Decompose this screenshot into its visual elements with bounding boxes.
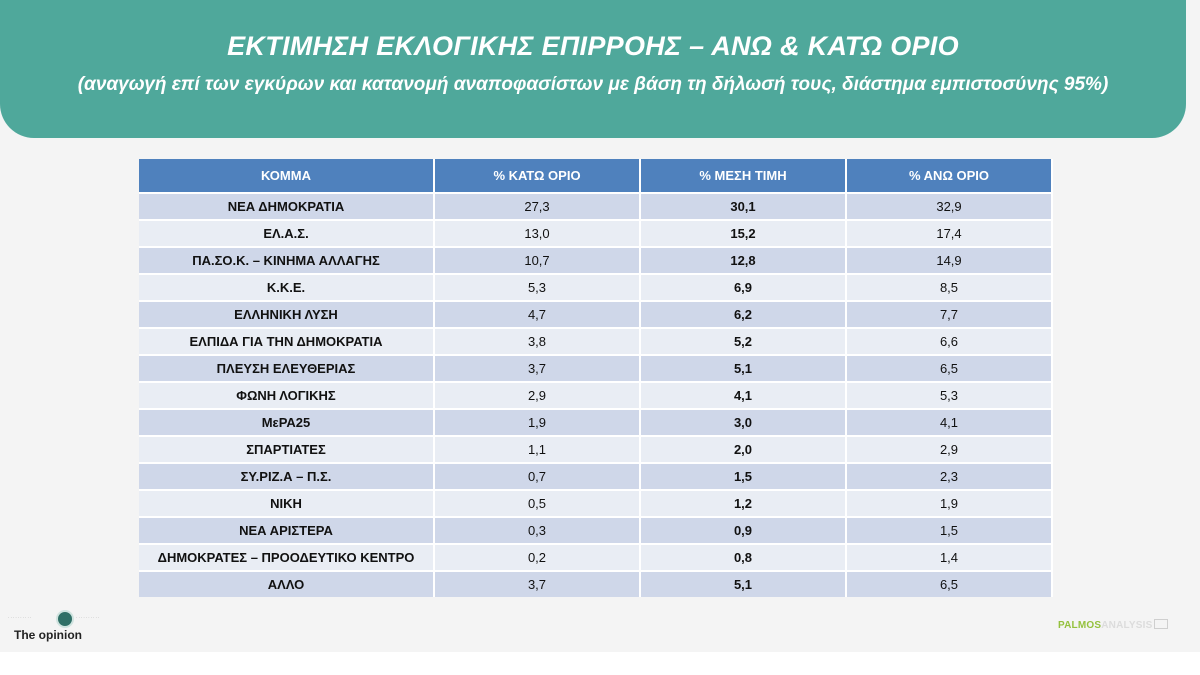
upper-value: 1,5	[847, 516, 1053, 543]
mean-value: 12,8	[641, 246, 847, 273]
mean-value: 1,5	[641, 462, 847, 489]
mean-value: 0,9	[641, 516, 847, 543]
lower-value: 27,3	[435, 192, 641, 219]
party-name: ΑΛΛΟ	[139, 570, 435, 597]
logo-text-b: ANALYSIS	[1101, 620, 1153, 631]
lower-value: 0,5	[435, 489, 641, 516]
party-name: ΣΥ.ΡΙΖ.Α – Π.Σ.	[139, 462, 435, 489]
party-name: ΠΛΕΥΣΗ ΕΛΕΥΘΕΡΙΑΣ	[139, 354, 435, 381]
party-name: ΕΛΛΗΝΙΚΗ ΛΥΣΗ	[139, 300, 435, 327]
table-row	[139, 462, 1053, 489]
table-row	[139, 300, 1053, 327]
upper-value: 7,7	[847, 300, 1053, 327]
logo-circle-icon	[56, 610, 74, 628]
party-name: ΝΕΑ ΔΗΜΟΚΡΑΤΙΑ	[139, 192, 435, 219]
lower-value: 3,7	[435, 354, 641, 381]
lower-value: 5,3	[435, 273, 641, 300]
upper-value: 5,3	[847, 381, 1053, 408]
the-opinion-logo: · · · · · · · · · · · · · · · · · · · · The opinion	[8, 606, 128, 646]
lower-value: 2,9	[435, 381, 641, 408]
logo-box-icon	[1154, 619, 1168, 629]
party-name: ΦΩΝΗ ΛΟΓΙΚΗΣ	[139, 381, 435, 408]
table-row	[139, 354, 1053, 381]
column-header-lower: % ΚΑΤΩ ΟΡΙΟ	[435, 159, 641, 192]
table-row	[139, 192, 1053, 219]
mean-value: 5,2	[641, 327, 847, 354]
table-row	[139, 219, 1053, 246]
table-row	[139, 246, 1053, 273]
upper-value: 1,4	[847, 543, 1053, 570]
logo-text: The opinion	[14, 628, 82, 642]
mean-value: 6,2	[641, 300, 847, 327]
lower-value: 3,8	[435, 327, 641, 354]
lower-value: 1,1	[435, 435, 641, 462]
title-banner	[0, 0, 1186, 138]
party-name: ΝΙΚΗ	[139, 489, 435, 516]
lower-value: 1,9	[435, 408, 641, 435]
table-row	[139, 435, 1053, 462]
mean-value: 4,1	[641, 381, 847, 408]
mean-value: 3,0	[641, 408, 847, 435]
table-row	[139, 570, 1053, 597]
table-row	[139, 489, 1053, 516]
upper-value: 6,5	[847, 570, 1053, 597]
party-name: ΔΗΜΟΚΡΑΤΕΣ – ΠΡΟΟΔΕΥΤΙΚΟ ΚΕΝΤΡΟ	[139, 543, 435, 570]
mean-value: 30,1	[641, 192, 847, 219]
party-name: ΜεΡΑ25	[139, 408, 435, 435]
upper-value: 6,6	[847, 327, 1053, 354]
mean-value: 2,0	[641, 435, 847, 462]
upper-value: 8,5	[847, 273, 1053, 300]
lower-value: 0,7	[435, 462, 641, 489]
upper-value: 2,9	[847, 435, 1053, 462]
mean-value: 5,1	[641, 354, 847, 381]
table-row	[139, 543, 1053, 570]
palmos-analysis-logo	[1058, 619, 1168, 631]
upper-value: 32,9	[847, 192, 1053, 219]
upper-value: 1,9	[847, 489, 1053, 516]
mean-value: 5,1	[641, 570, 847, 597]
mean-value: 15,2	[641, 219, 847, 246]
table-row	[139, 273, 1053, 300]
party-name: ΠΑ.ΣΟ.Κ. – ΚΙΝΗΜΑ ΑΛΛΑΓΗΣ	[139, 246, 435, 273]
page-subtitle: (αναγωγή επί των εγκύρων και κατανομή αναποφασίστων με βάση τη δήλωσή τους, διάστημα εμπιστοσύνης 95%)	[77, 74, 1109, 95]
lower-value: 13,0	[435, 219, 641, 246]
upper-value: 6,5	[847, 354, 1053, 381]
party-name: ΣΠΑΡΤΙΑΤΕΣ	[139, 435, 435, 462]
upper-value: 14,9	[847, 246, 1053, 273]
party-name: Κ.Κ.Ε.	[139, 273, 435, 300]
mean-value: 1,2	[641, 489, 847, 516]
table-row	[139, 408, 1053, 435]
party-name: ΕΛΠΙΔΑ ΓΙΑ ΤΗΝ ΔΗΜΟΚΡΑΤΙΑ	[139, 327, 435, 354]
upper-value: 2,3	[847, 462, 1053, 489]
lower-value: 3,7	[435, 570, 641, 597]
lower-value: 0,3	[435, 516, 641, 543]
lower-value: 0,2	[435, 543, 641, 570]
table-row	[139, 381, 1053, 408]
mean-value: 6,9	[641, 273, 847, 300]
lower-value: 10,7	[435, 246, 641, 273]
column-header-mean: % ΜΕΣΗ ΤΙΜΗ	[641, 159, 847, 192]
party-name: ΝΕΑ ΑΡΙΣΤΕΡΑ	[139, 516, 435, 543]
table-row	[139, 327, 1053, 354]
column-header-upper: % ΑΝΩ ΟΡΙΟ	[847, 159, 1053, 192]
logo-text-a: PALMOS	[1058, 620, 1102, 631]
mean-value: 0,8	[641, 543, 847, 570]
party-name: ΕΛ.Α.Σ.	[139, 219, 435, 246]
column-header-party: ΚΟΜΜΑ	[139, 159, 435, 192]
table-row	[139, 516, 1053, 543]
table-header-row	[139, 159, 1053, 192]
lower-value: 4,7	[435, 300, 641, 327]
upper-value: 17,4	[847, 219, 1053, 246]
upper-value: 4,1	[847, 408, 1053, 435]
page-title: ΕΚΤΙΜΗΣΗ ΕΚΛΟΓΙΚΗΣ ΕΠΙΡΡΟΗΣ – ΑΝΩ & ΚΑΤΩ ΟΡΙΟ	[227, 31, 959, 61]
results-table	[139, 159, 1053, 597]
